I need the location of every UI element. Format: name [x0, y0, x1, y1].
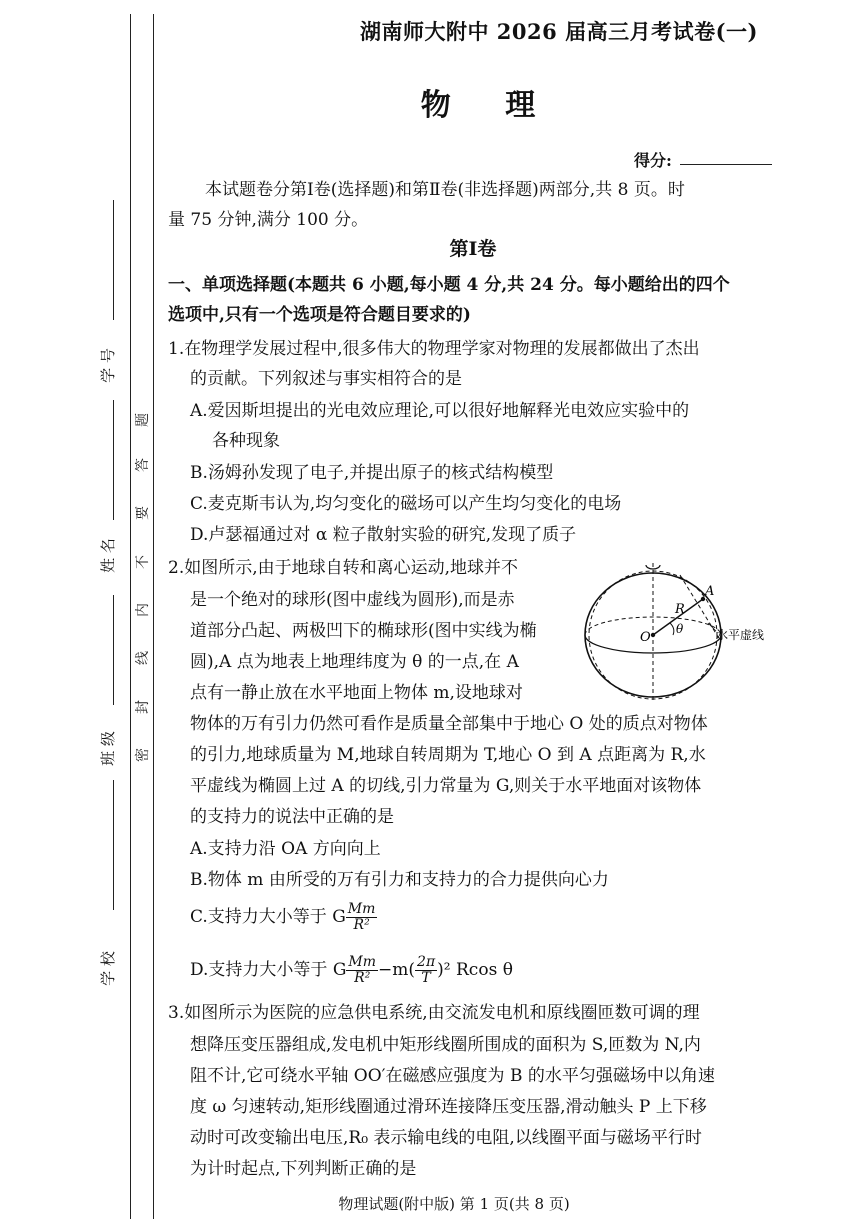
q2-option-a: A.支持力沿 OA 方向向上: [190, 839, 381, 859]
school-blank[interactable]: [113, 780, 114, 910]
fraction-denominator: R²: [354, 970, 371, 986]
q2-stem: 平虚线为椭圆上过 A 的切线,引力常量为 G,则关于水平地面对该物体: [190, 776, 702, 796]
q2-stem: 道部分凸起、两极凹下的椭球形(图中实线为椭: [190, 621, 537, 641]
q2-option-c-prefix: C.支持力大小等于 G: [190, 907, 346, 927]
q3-stem: 阻不计,它可绕水平轴 OO′在磁感应强度为 B 的水平匀强磁场中以角速: [190, 1066, 715, 1086]
q3-stem: 动时可改变输出电压,R₀ 表示输电线的电阻,以线圈平面与磁场平行时: [190, 1128, 702, 1148]
fraction-numerator: 2π: [417, 954, 436, 970]
intro-line: 本试题卷分第Ⅰ卷(选择题)和第Ⅱ卷(非选择题)两部分,共 8 页。时: [205, 180, 685, 200]
field-class: 班 级: [98, 731, 117, 766]
part-heading: 选项中,只有一个选项是符合题目要求的): [168, 305, 471, 325]
seal-char: 答: [135, 458, 151, 472]
fraction: [346, 902, 378, 933]
label-o: O: [640, 630, 651, 645]
seal-char: 题: [135, 413, 151, 427]
q2-stem: 点有一静止放在水平地面上物体 m,设地球对: [190, 683, 523, 703]
q1-option-b: B.汤姆孙发现了电子,并提出原子的核式结构模型: [190, 463, 554, 483]
q2-stem: 的引力,地球质量为 M,地球自转周期为 T,地心 O 到 A 点距离为 R,水: [190, 745, 706, 765]
fraction: [415, 955, 437, 986]
score-blank[interactable]: [680, 164, 772, 165]
seal-char: 线: [135, 651, 151, 665]
label-r: R: [675, 602, 685, 617]
q3-stem: 为计时起点,下列判断正确的是: [190, 1159, 417, 1179]
q1-option-c: C.麦克斯韦认为,均匀变化的磁场可以产生均匀变化的电场: [190, 494, 622, 514]
q2-stem: 圆),A 点为地表上地理纬度为 θ 的一点,在 A: [190, 652, 519, 672]
theta-arc: [670, 623, 674, 635]
seal-char: 要: [135, 506, 151, 520]
score-label: 得分:: [634, 151, 672, 170]
label-horizontal-line: 水平虚线: [716, 628, 765, 642]
q3-stem: 想降压变压器组成,发电机中矩形线圈所围成的面积为 S,匝数为 N,内: [190, 1035, 701, 1055]
q3-stem: 3.如图所示为医院的应急供电系统,由交流发电机和原线圈匝数可调的理: [168, 1003, 700, 1023]
field-student-id: 学 号: [98, 348, 117, 383]
q2-option-b: B.物体 m 由所受的万有引力和支持力的合力提供向心力: [190, 870, 609, 890]
q2-option-d-tail: )² Rcos θ: [437, 960, 513, 980]
q2-option-d-mid: −m(: [378, 960, 416, 980]
fraction-denominator: T: [421, 970, 431, 986]
seal-char: 密: [135, 748, 151, 762]
field-school: 学 校: [98, 951, 117, 986]
class-blank[interactable]: [113, 595, 114, 705]
page-title: 物 理: [420, 88, 558, 123]
q3-stem: 度 ω 匀速转动,矩形线圈通过滑环连接降压变压器,滑动触头 P 上下移: [190, 1097, 707, 1117]
q1-option-a: A.爱因斯坦提出的光电效应理论,可以很好地解释光电效应实验中的: [190, 401, 690, 421]
label-theta: θ: [676, 622, 684, 636]
binding-line: [130, 14, 131, 1219]
fraction-numerator: Mm: [348, 954, 377, 970]
fraction-denominator: R²: [353, 917, 370, 933]
intro-line: 量 75 分钟,满分 100 分。: [168, 210, 369, 230]
q2-stem: 2.如图所示,由于地球自转和离心运动,地球并不: [168, 558, 519, 578]
seal-char: 内: [135, 603, 151, 617]
q1-option-d: D.卢瑟福通过对 α 粒子散射实验的研究,发现了质子: [190, 525, 577, 545]
fraction: [346, 955, 378, 986]
point-o: [651, 633, 655, 637]
earth-figure: [580, 555, 800, 705]
q1-option-a: 各种现象: [212, 431, 280, 451]
q1-stem: 的贡献。下列叙述与事实相符合的是: [190, 369, 462, 389]
fraction-numerator: Mm: [347, 901, 376, 917]
q2-option-c: [190, 902, 377, 933]
q2-stem: 的支持力的说法中正确的是: [190, 807, 394, 827]
name-blank[interactable]: [113, 400, 114, 520]
binding-line: [153, 14, 154, 1219]
page-footer: 物理试题(附中版) 第 1 页(共 8 页): [338, 1195, 570, 1213]
q2-stem: 物体的万有引力仍然可看作是质量全部集中于地心 O 处的质点对物体: [190, 714, 708, 734]
exam-header: 湖南师大附中 2026 届高三月考试卷(一): [360, 19, 758, 44]
student-id-blank[interactable]: [113, 200, 114, 320]
field-name: 姓 名: [98, 538, 117, 573]
label-a: A: [705, 584, 715, 599]
seal-char: 不: [135, 555, 151, 569]
seal-char: 封: [135, 700, 151, 714]
q2-option-d: [190, 955, 513, 986]
q1-stem: 1.在物理学发展过程中,很多伟大的物理学家对物理的发展都做出了杰出: [168, 339, 700, 359]
part-heading: 一、单项选择题(本题共 6 小题,每小题 4 分,共 24 分。每小题给出的四个: [168, 275, 730, 295]
section-title: 第Ⅰ卷: [449, 238, 497, 260]
q2-option-d-prefix: D.支持力大小等于 G: [190, 960, 347, 980]
q2-stem: 是一个绝对的球形(图中虚线为圆形),而是赤: [190, 590, 515, 610]
